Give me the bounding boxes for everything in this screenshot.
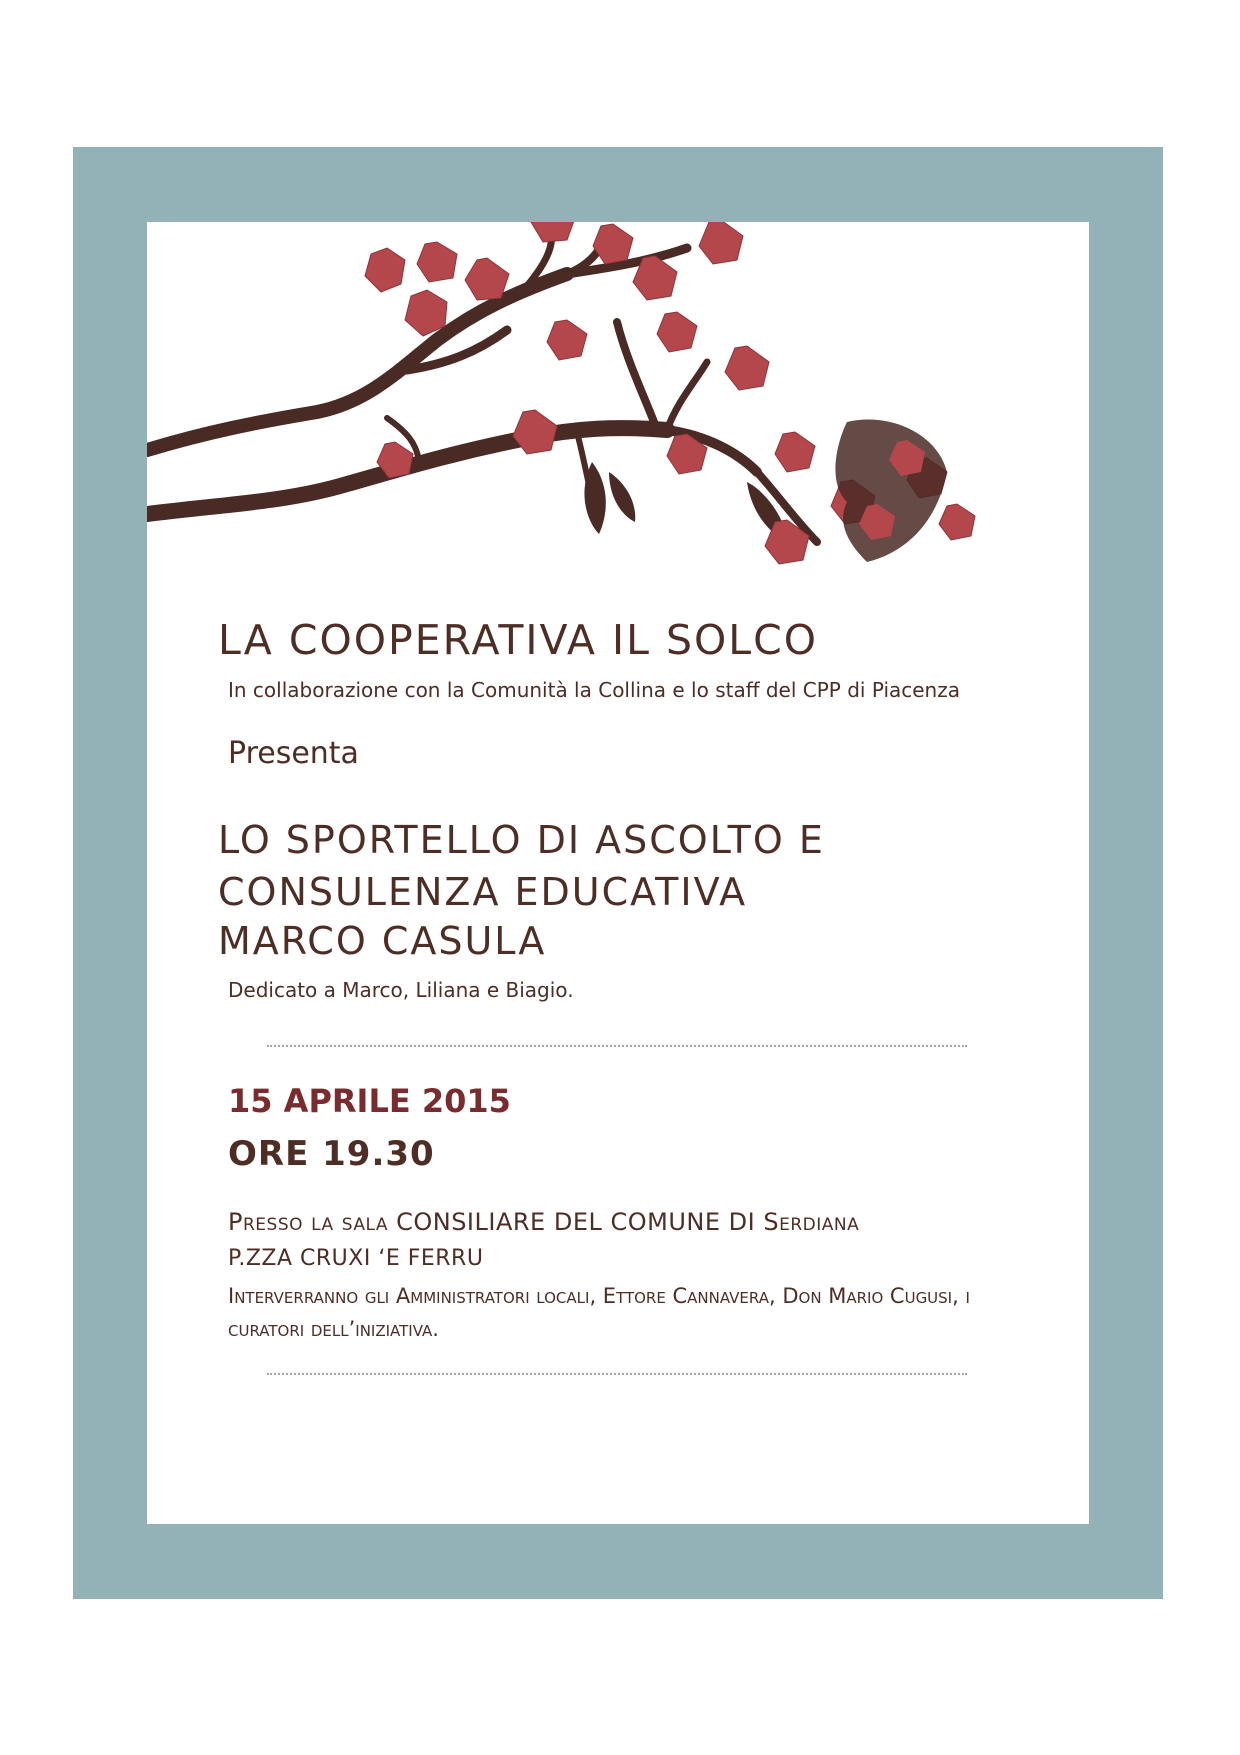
- organizer-title: LA COOPERATIVA IL SOLCO: [218, 616, 819, 664]
- event-title: [218, 814, 825, 918]
- event-time: ORE 19.30: [228, 1134, 435, 1174]
- event-title-line-1: LO SPORTELLO DI ASCOLTO E: [218, 818, 825, 862]
- poster-panel: [147, 222, 1089, 1524]
- event-address: P.ZZA CRUXI ‘E FERRU: [228, 1246, 484, 1271]
- event-title-line-2: CONSULENZA EDUCATIVA: [218, 870, 748, 914]
- dotted-divider-bottom: [267, 1373, 967, 1377]
- event-name: MARCO CASULA: [218, 919, 547, 963]
- cherry-blossom-branch-illustration: [147, 222, 1089, 642]
- dedication-line: Dedicato a Marco, Liliana e Biagio.: [228, 978, 574, 1002]
- speakers-line: Interverranno gli Amministratori locali, Ettore Cannavera, Don Mario Cugusi, i curatori dell’iniziativa.: [228, 1284, 970, 1341]
- event-date: 15 APRILE 2015: [228, 1082, 511, 1120]
- presents-label: Presenta: [228, 736, 359, 771]
- event-venue: Presso la sala CONSILIARE DEL COMUNE DI Serdiana: [228, 1208, 860, 1236]
- dotted-divider-top: [267, 1045, 967, 1049]
- collaboration-line: In collaborazione con la Comunità la Collina e lo staff del CPP di Piacenza: [228, 678, 960, 702]
